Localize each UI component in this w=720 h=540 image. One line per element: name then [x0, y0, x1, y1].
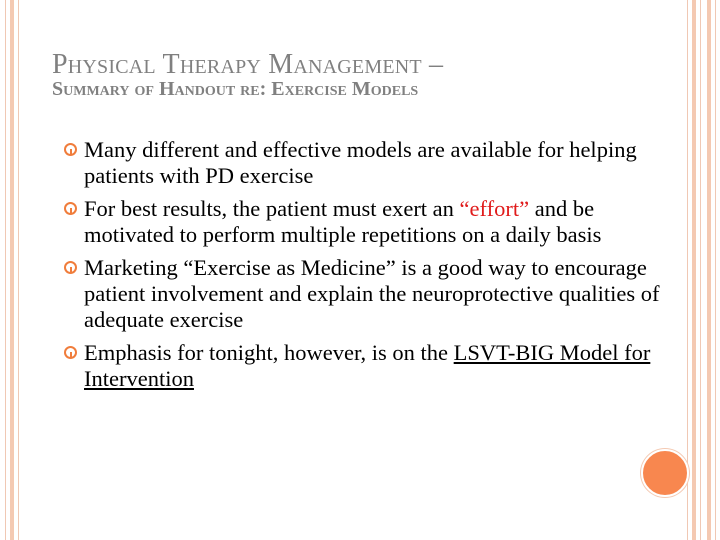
bullet-text-4-before: Emphasis for tonight, however, is on the [84, 340, 454, 365]
circle-bullet-icon [64, 346, 77, 359]
bullet-text-2-after: and be motivated to perform multiple repetitions on a daily basis [84, 196, 602, 247]
bullet-list [64, 137, 664, 399]
circle-bullet-icon [64, 143, 77, 156]
left-border-line-thick [10, 0, 14, 540]
right-border-line-thick-1 [692, 0, 696, 540]
lsvt-big-link[interactable]: LSVT-BIG Model for Intervention [84, 340, 651, 391]
right-border-line-thin-3 [715, 0, 716, 540]
left-border-line-thin-1 [5, 0, 6, 540]
slide-title [52, 50, 672, 100]
bullet-text-2-before: For best results, the patient must exert an [84, 196, 460, 221]
bullet-item-4 [64, 340, 664, 392]
title-line-1: Physical Therapy Management – [52, 49, 444, 80]
bullet-text-1: Many different and effective models are available for helping patients with PD exercise [84, 137, 637, 188]
bullet-item-3 [64, 255, 664, 333]
right-border-line-thin-2 [700, 0, 701, 540]
bullet-text-3: Marketing “Exercise as Medicine” is a good way to encourage patient involvement and explain the neuroprotective qualities of adequate exercise [84, 255, 660, 332]
bullet-item-1 [64, 137, 664, 189]
circle-bullet-icon [64, 202, 77, 215]
right-border-line-thick-2 [707, 0, 711, 540]
orange-circle-decoration [641, 449, 689, 497]
left-border-line-thin-2 [18, 0, 19, 540]
bullet-item-2 [64, 196, 664, 248]
effort-highlight: “effort” [459, 196, 530, 221]
right-border-line-thin-1 [687, 0, 688, 540]
title-line-2: Summary of Handout re: Exercise Models [52, 78, 419, 101]
circle-bullet-icon [64, 261, 77, 274]
